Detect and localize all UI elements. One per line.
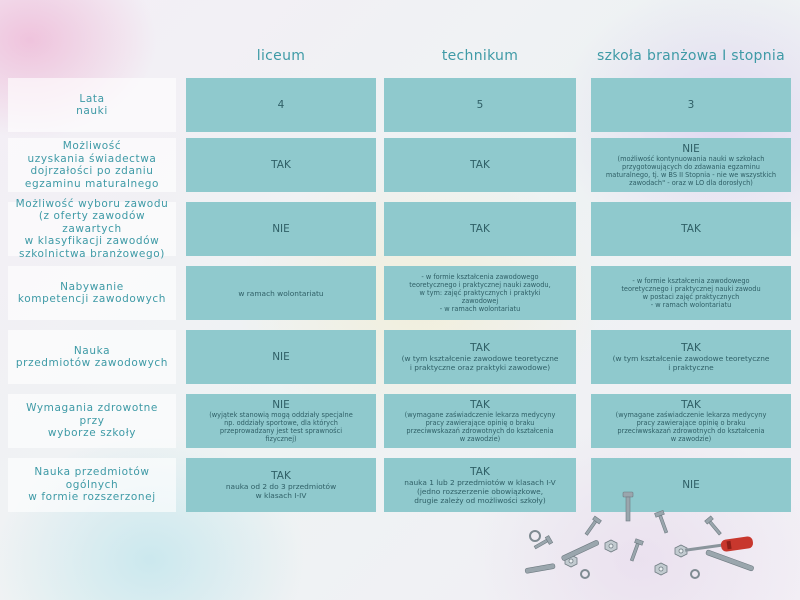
table-cell-c1 bbox=[186, 266, 376, 320]
table-cell-c1 bbox=[186, 78, 376, 132]
cell-value: NIE bbox=[682, 143, 700, 155]
cell-detail: (w tym kształcenie zawodowe teoretyczne i praktyczne bbox=[612, 354, 770, 372]
table-cell-c2 bbox=[384, 138, 576, 192]
cell-detail: w ramach wolontariatu bbox=[238, 288, 324, 298]
row-label: Nauka przedmiotów zawodowych bbox=[8, 330, 176, 384]
header-szkola-branzowa: szkoła branżowa I stopnia bbox=[597, 48, 785, 64]
cell-detail: (wyjątek stanowią mogą oddziały specjalne np. oddziały sportowe, dla których przeprowadzany jest test sprawności fizycznej) bbox=[209, 411, 353, 443]
cell-value: NIE bbox=[272, 351, 290, 363]
table-cell-c1 bbox=[186, 330, 376, 384]
cell-value: 5 bbox=[476, 99, 484, 111]
cell-value: TAK bbox=[470, 223, 490, 235]
header-technikum: technikum bbox=[441, 48, 519, 64]
row-label: Lata nauki bbox=[8, 78, 176, 132]
cell-value: TAK bbox=[470, 342, 490, 354]
cell-value: TAK bbox=[681, 223, 701, 235]
row-label: Nauka przedmiotów ogólnych w formie rozszerzonej bbox=[8, 458, 176, 512]
cell-value: TAK bbox=[271, 159, 291, 171]
tools-illustration-icon bbox=[505, 488, 775, 598]
table-cell-c3 bbox=[591, 78, 791, 132]
cell-value: TAK bbox=[271, 470, 291, 482]
table-cell-c2 bbox=[384, 394, 576, 448]
cell-detail: - w formie kształcenia zawodowego teoretycznego i praktycznej nauki zawodu w postaci zajęć praktycznych - w ramach wolontariatu bbox=[621, 277, 761, 309]
cell-value: TAK bbox=[470, 399, 490, 411]
cell-detail: nauka 1 lub 2 przedmiotów w klasach I-V (jedno rozszerzenie obowiązkowe, drugie zależy od możliwości szkoły) bbox=[404, 477, 556, 505]
cell-value: TAK bbox=[681, 399, 701, 411]
table-cell-c3 bbox=[591, 266, 791, 320]
cell-value: 3 bbox=[687, 99, 695, 111]
row-label: Możliwość uzyskania świadectwa dojrzałości po zdaniu egzaminu maturalnego bbox=[8, 138, 176, 192]
table-cell-c2 bbox=[384, 78, 576, 132]
cell-value: TAK bbox=[470, 465, 490, 478]
cell-detail: (możliwość kontynuowania nauki w szkołach przygotowujących do zdawania egzaminu maturalnego, tj. w BS II Stopnia - nie we wszystkich zawodach" - oraz w LO dla dorosłych) bbox=[605, 155, 777, 187]
table-cell-c1 bbox=[186, 138, 376, 192]
table-cell-c1 bbox=[186, 458, 376, 512]
table-cell-c3 bbox=[591, 138, 791, 192]
cell-detail: - w formie kształcenia zawodowego teoretycznego i praktycznej nauki zawodu, w tym: zajęć praktycznych i praktyki zawodowej - w ramach wolontariatu bbox=[409, 273, 551, 313]
table-cell-c3 bbox=[591, 330, 791, 384]
table-cell-c2 bbox=[384, 202, 576, 256]
cell-detail: (wymagane zaświadczenie lekarza medycyny pracy zawierające opinię o braku przeciwwskazań zdrowotnych do kształcenia w zawodzie) bbox=[404, 411, 556, 443]
row-label: Wymagania zdrowotne przy wyborze szkoły bbox=[8, 394, 176, 448]
table-cell-c3 bbox=[591, 202, 791, 256]
row-label: Nabywanie kompetencji zawodowych bbox=[8, 266, 176, 320]
table-cell-c2 bbox=[384, 330, 576, 384]
cell-detail: (w tym kształcenie zawodowe teoretyczne i praktyczne oraz praktyki zawodowe) bbox=[401, 354, 559, 372]
cell-value: NIE bbox=[272, 399, 290, 411]
cell-value: 4 bbox=[277, 99, 285, 111]
row-label: Możliwość wyboru zawodu (z oferty zawodów zawartych w klasyfikacji zawodów szkolnictwa branżowego) bbox=[8, 202, 176, 256]
cell-value: TAK bbox=[681, 342, 701, 354]
cell-value: TAK bbox=[470, 159, 490, 171]
table-cell-c1 bbox=[186, 394, 376, 448]
cell-detail: (wymagane zaświadczenie lekarza medycyny pracy zawierające opinię o braku przeciwwskazań zdrowotnych do kształcenia w zawodzie) bbox=[615, 411, 767, 443]
table-cell-c2 bbox=[384, 266, 576, 320]
cell-value: NIE bbox=[272, 223, 290, 235]
header-liceum: liceum bbox=[256, 48, 306, 64]
cell-detail: nauka od 2 do 3 przedmiotów w klasach I-IV bbox=[225, 482, 337, 500]
table-cell-c1 bbox=[186, 202, 376, 256]
cell-value: NIE bbox=[682, 479, 700, 491]
table-cell-c3 bbox=[591, 394, 791, 448]
